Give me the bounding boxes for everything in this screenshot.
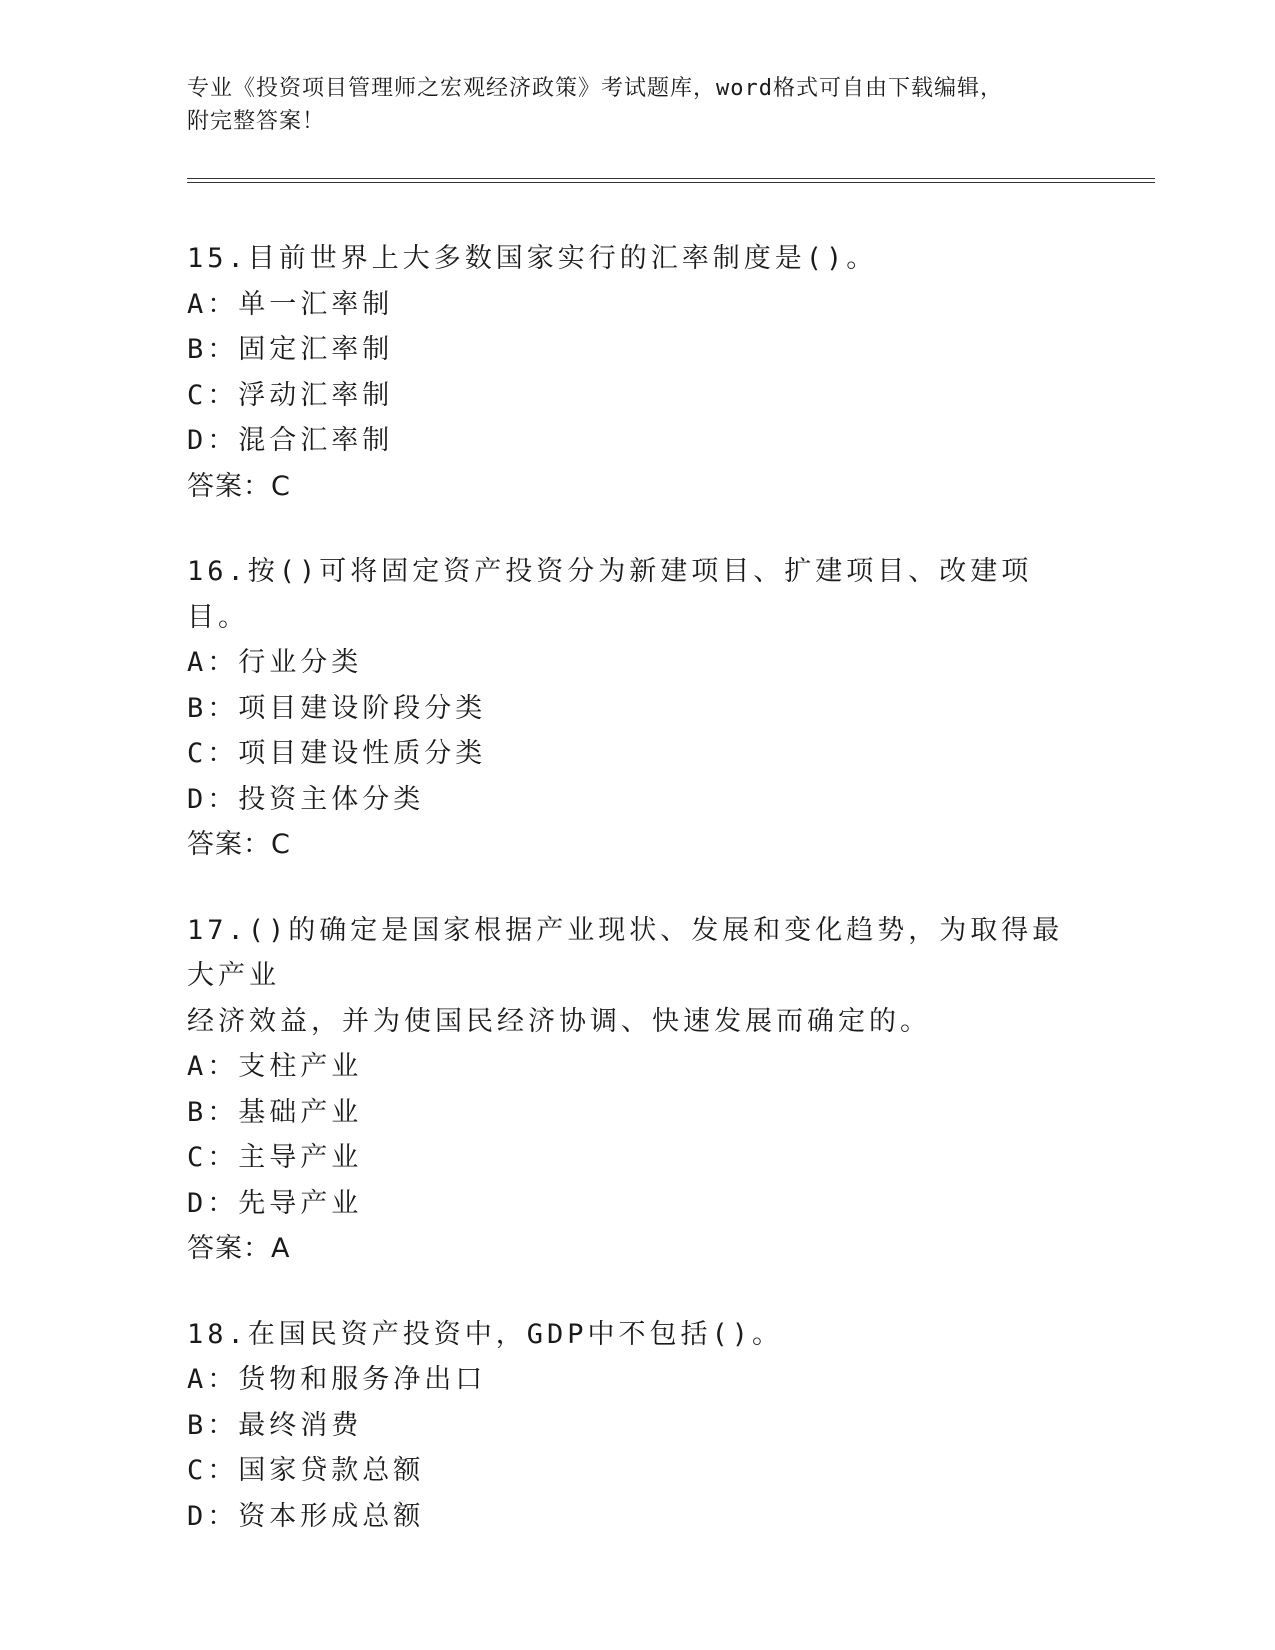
question-18 xyxy=(187,1312,1087,1540)
question-16 xyxy=(187,549,1087,868)
question-stem-continued: 经济效益，并为使国民经济协调、快速发展而确定的。 xyxy=(187,1005,931,1037)
option-a: A：支柱产业 xyxy=(187,1051,363,1082)
option-a: A：货物和服务净出口 xyxy=(187,1364,487,1395)
option-d: D：资本形成总额 xyxy=(187,1500,425,1532)
header-line-1: 专业《投资项目管理师之宏观经济政策》考试题库，word格式可自由下载编辑， xyxy=(187,76,1003,101)
question-stem: 15.目前世界上大多数国家实行的汇率制度是()。 xyxy=(187,243,878,274)
option-c: C：国家贷款总额 xyxy=(187,1455,425,1486)
option-c: C：主导产业 xyxy=(187,1142,363,1173)
answer: 答案：C xyxy=(187,829,291,860)
option-a: A：行业分类 xyxy=(187,647,363,678)
question-list xyxy=(187,236,1087,1579)
option-a: A：单一汇率制 xyxy=(187,288,394,320)
question-stem: 16.按()可将固定资产投资分为新建项目、扩建项目、改建项目。 xyxy=(187,556,1033,633)
question-stem: 18.在国民资产投资中，GDP中不包括()。 xyxy=(187,1318,784,1350)
option-c: C：浮动汇率制 xyxy=(187,379,394,411)
option-d: D：投资主体分类 xyxy=(187,783,425,815)
answer: 答案：A xyxy=(187,1233,291,1264)
header-divider xyxy=(187,178,1155,183)
question-15 xyxy=(187,236,1087,509)
document-header xyxy=(187,72,1067,138)
option-b: B：项目建设阶段分类 xyxy=(187,692,487,724)
answer: 答案：C xyxy=(187,470,291,502)
option-c: C：项目建设性质分类 xyxy=(187,738,487,769)
option-b: B：基础产业 xyxy=(187,1096,363,1128)
option-b: B：固定汇率制 xyxy=(187,334,394,365)
option-b: B：最终消费 xyxy=(187,1409,363,1441)
header-line-2: 附完整答案！ xyxy=(187,109,326,134)
question-17 xyxy=(187,908,1087,1272)
option-d: D：混合汇率制 xyxy=(187,425,394,456)
question-stem: 17.()的确定是国家根据产业现状、发展和变化趋势，为取得最大产业 xyxy=(187,914,1064,991)
option-d: D：先导产业 xyxy=(187,1187,363,1219)
